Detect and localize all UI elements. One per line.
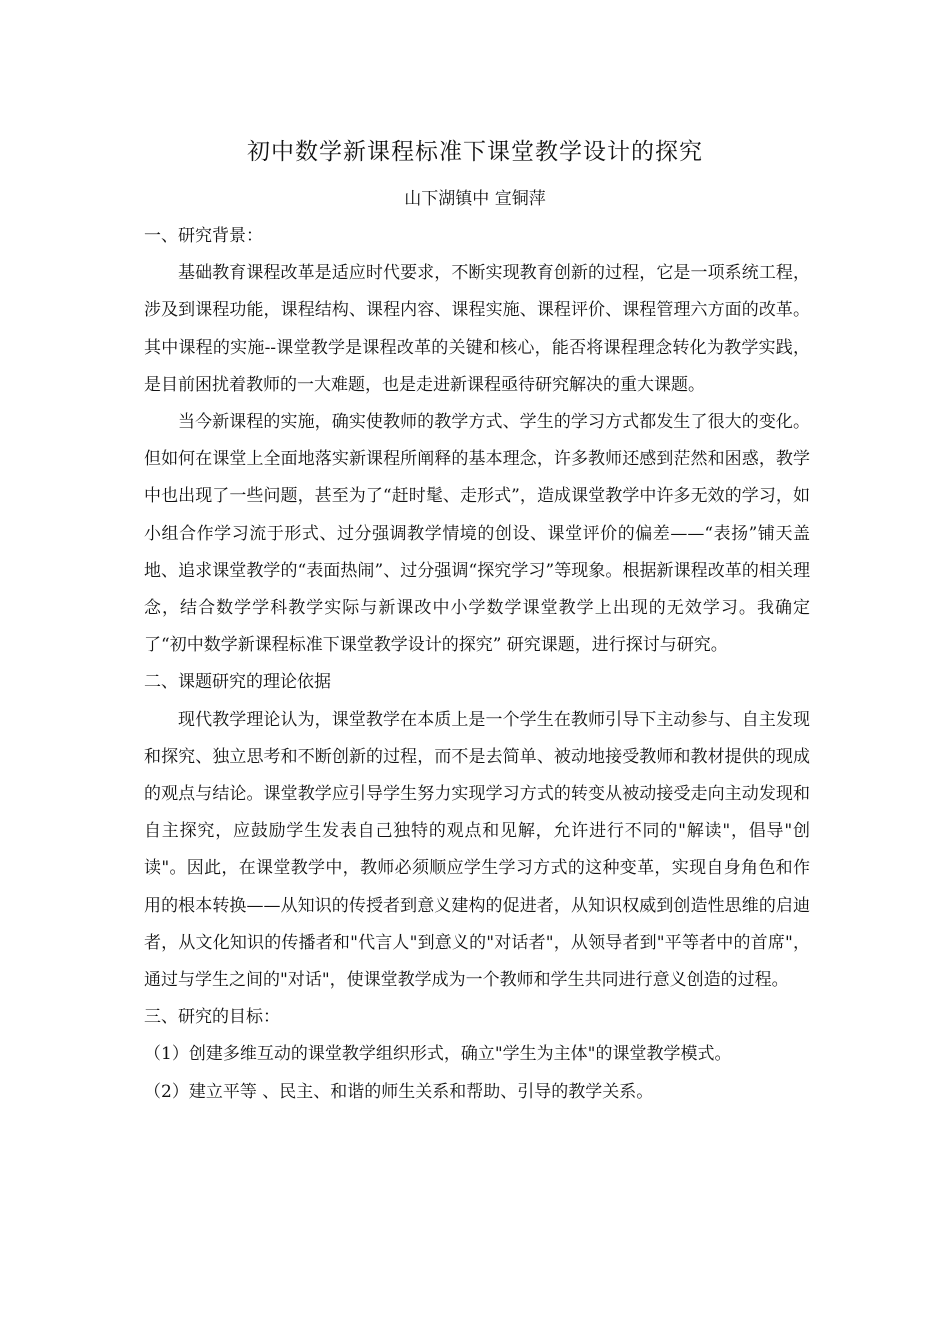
document-author: 山下湖镇中 宣铜萍 [404, 189, 546, 209]
goal-item-2: （2）建立平等 、民主、和谐的师生关系和帮助、引导的教学关系。 [144, 1081, 654, 1102]
section-heading-background: 一、研究背景： [144, 226, 263, 246]
theory-paragraph: 现代教学理论认为，课堂教学在本质上是一个学生在教师引导下主动参与、自主发现和探究、独立思考和不断创新的过程，而不是去简单、被动地接受教师和教材提供的现成的观点与结论。课堂教学应引导学生努力实现学习方式的转变从被动接受走向主动发现和自主探究，应鼓励学生发表自己独特的观点和见解，允许进行不同的"解读"，倡导"创读"。因此，在课堂教学中，教师必须顺应学生学习方式的这种变革，实现自身角色和作用的根本转换——从知识的传授者到意义建构的促进者，从知识权威到创造性思维的启迪者，从文化知识的传播者和"代言人"到意义的"对话者"，从领导者到"平等者中的首席"，通过与学生之间的"对话"，使课堂教学成为一个教师和学生共同进行意义创造的过程。 [144, 709, 810, 991]
document-body [144, 218, 810, 1111]
background-paragraph-2: 当今新课程的实施，确实使教师的教学方式、学生的学习方式都发生了很大的变化。但如何在课堂上全面地落实新课程所阐释的基本理念，许多教师还感到茫然和困惑，教学中也出现了一些问题，甚至为了“赶时髦、走形式”，造成课堂教学中许多无效的学习，如小组合作学习流于形式、过分强调教学情境的创设、课堂评价的偏差——“表扬”铺天盖地、追求课堂教学的“表面热闹”、过分强调“探究学习”等现象。根据新课程改革的相关理念，结合数学学科教学实际与新课改中小学数学课堂教学上出现的无效学习。我确定了“初中数学新课程标准下课堂教学设计的探究” 研究课题，进行探讨与研究。 [144, 412, 810, 656]
section-heading-theory: 二、课题研究的理论依据 [144, 672, 331, 693]
background-paragraph-1: 基础教育课程改革是适应时代要求，不断实现教育创新的过程，它是一项系统工程，涉及到课程功能，课程结构、课程内容、课程实施、课程评价、课程管理六方面的改革。其中课程的实施--课堂教学是课程改革的关键和核心，能否将课程理念转化为教学实践，是目前困扰着教师的一大难题，也是走进新课程亟待研究解决的重大课题。 [144, 263, 810, 395]
goal-item-1: （1）创建多维互动的课堂教学组织形式，确立"学生为主体"的课堂教学模式。 [144, 1044, 732, 1065]
document-title: 初中数学新课程标准下课堂教学设计的探究 [247, 139, 703, 165]
section-heading-goals: 三、研究的目标： [144, 1007, 280, 1028]
